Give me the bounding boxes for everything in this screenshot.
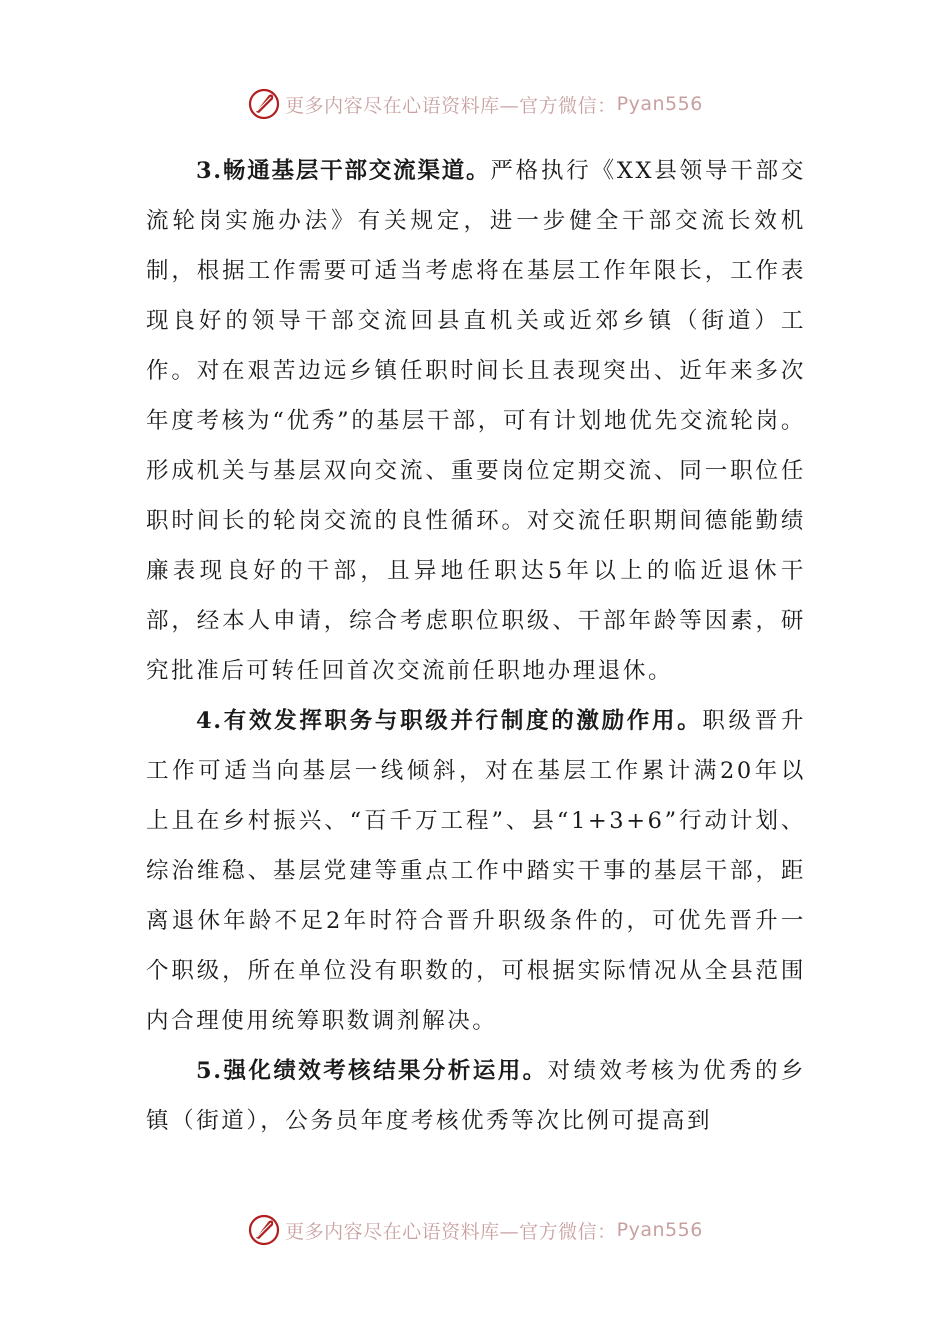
paragraph-3-heading: 3.畅通基层干部交流渠道。 — [196, 158, 491, 184]
watermark-wechat-id: Pyan556 — [616, 93, 703, 115]
paragraph-4-text: 职级晋升工作可适当向基层一线倾斜，对在基层工作累计满20年以上且在乡村振兴、“百千万工程”、县“1+3+6”行动计划、综治维稳、基层党建等重点工作中踏实干事的基层干部，距离退休年龄不足2年时符合晋升职级条件的，可优先晋升一个职级，所在单位没有职数的，可根据实际情况从全县范围内合理使用统筹职数调剂解决。 — [146, 708, 807, 1034]
watermark-text: 更多内容尽在心语资料库—官方微信： — [285, 94, 617, 117]
quill-logo-icon — [247, 1213, 281, 1247]
quill-logo-icon — [247, 87, 281, 121]
paragraph-4-heading: 4.有效发挥职务与职级并行制度的激励作用。 — [196, 708, 703, 734]
paragraph-5 — [146, 1046, 806, 1146]
paragraph-3-text: 严格执行《XX县领导干部交流轮岗实施办法》有关规定，进一步健全干部交流长效机制，根据工作需要可适当考虑将在基层工作年限长，工作表现良好的领导干部交流回县直机关或近郊乡镇（街道）工作。对在艰苦边远乡镇任职时间长且表现突出、近年来多次年度考核为“优秀”的基层干部，可有计划地优先交流轮岗。形成机关与基层双向交流、重要岗位定期交流、同一职位任职时间长的轮岗交流的良性循环。对交流任职期间德能勤绩廉表现良好的干部，且异地任职达5年以上的临近退休干部，经本人申请，综合考虑职位职级、干部年龄等因素，研究批准后可转任回首次交流前任职地办理退休。 — [146, 158, 806, 684]
paragraph-3 — [146, 146, 806, 696]
watermark-text: 更多内容尽在心语资料库—官方微信： — [285, 1220, 617, 1243]
paragraph-5-text: 对绩效考核为优秀的乡镇（街道），公务员年度考核优秀等次比例可提高到 — [146, 1058, 806, 1134]
paragraph-4 — [146, 696, 806, 1046]
footer-watermark — [0, 1210, 950, 1250]
document-body — [146, 146, 806, 1146]
header-watermark — [0, 84, 950, 124]
watermark-wechat-id: Pyan556 — [616, 1219, 703, 1241]
paragraph-5-heading: 5.强化绩效考核结果分析运用。 — [196, 1058, 548, 1084]
